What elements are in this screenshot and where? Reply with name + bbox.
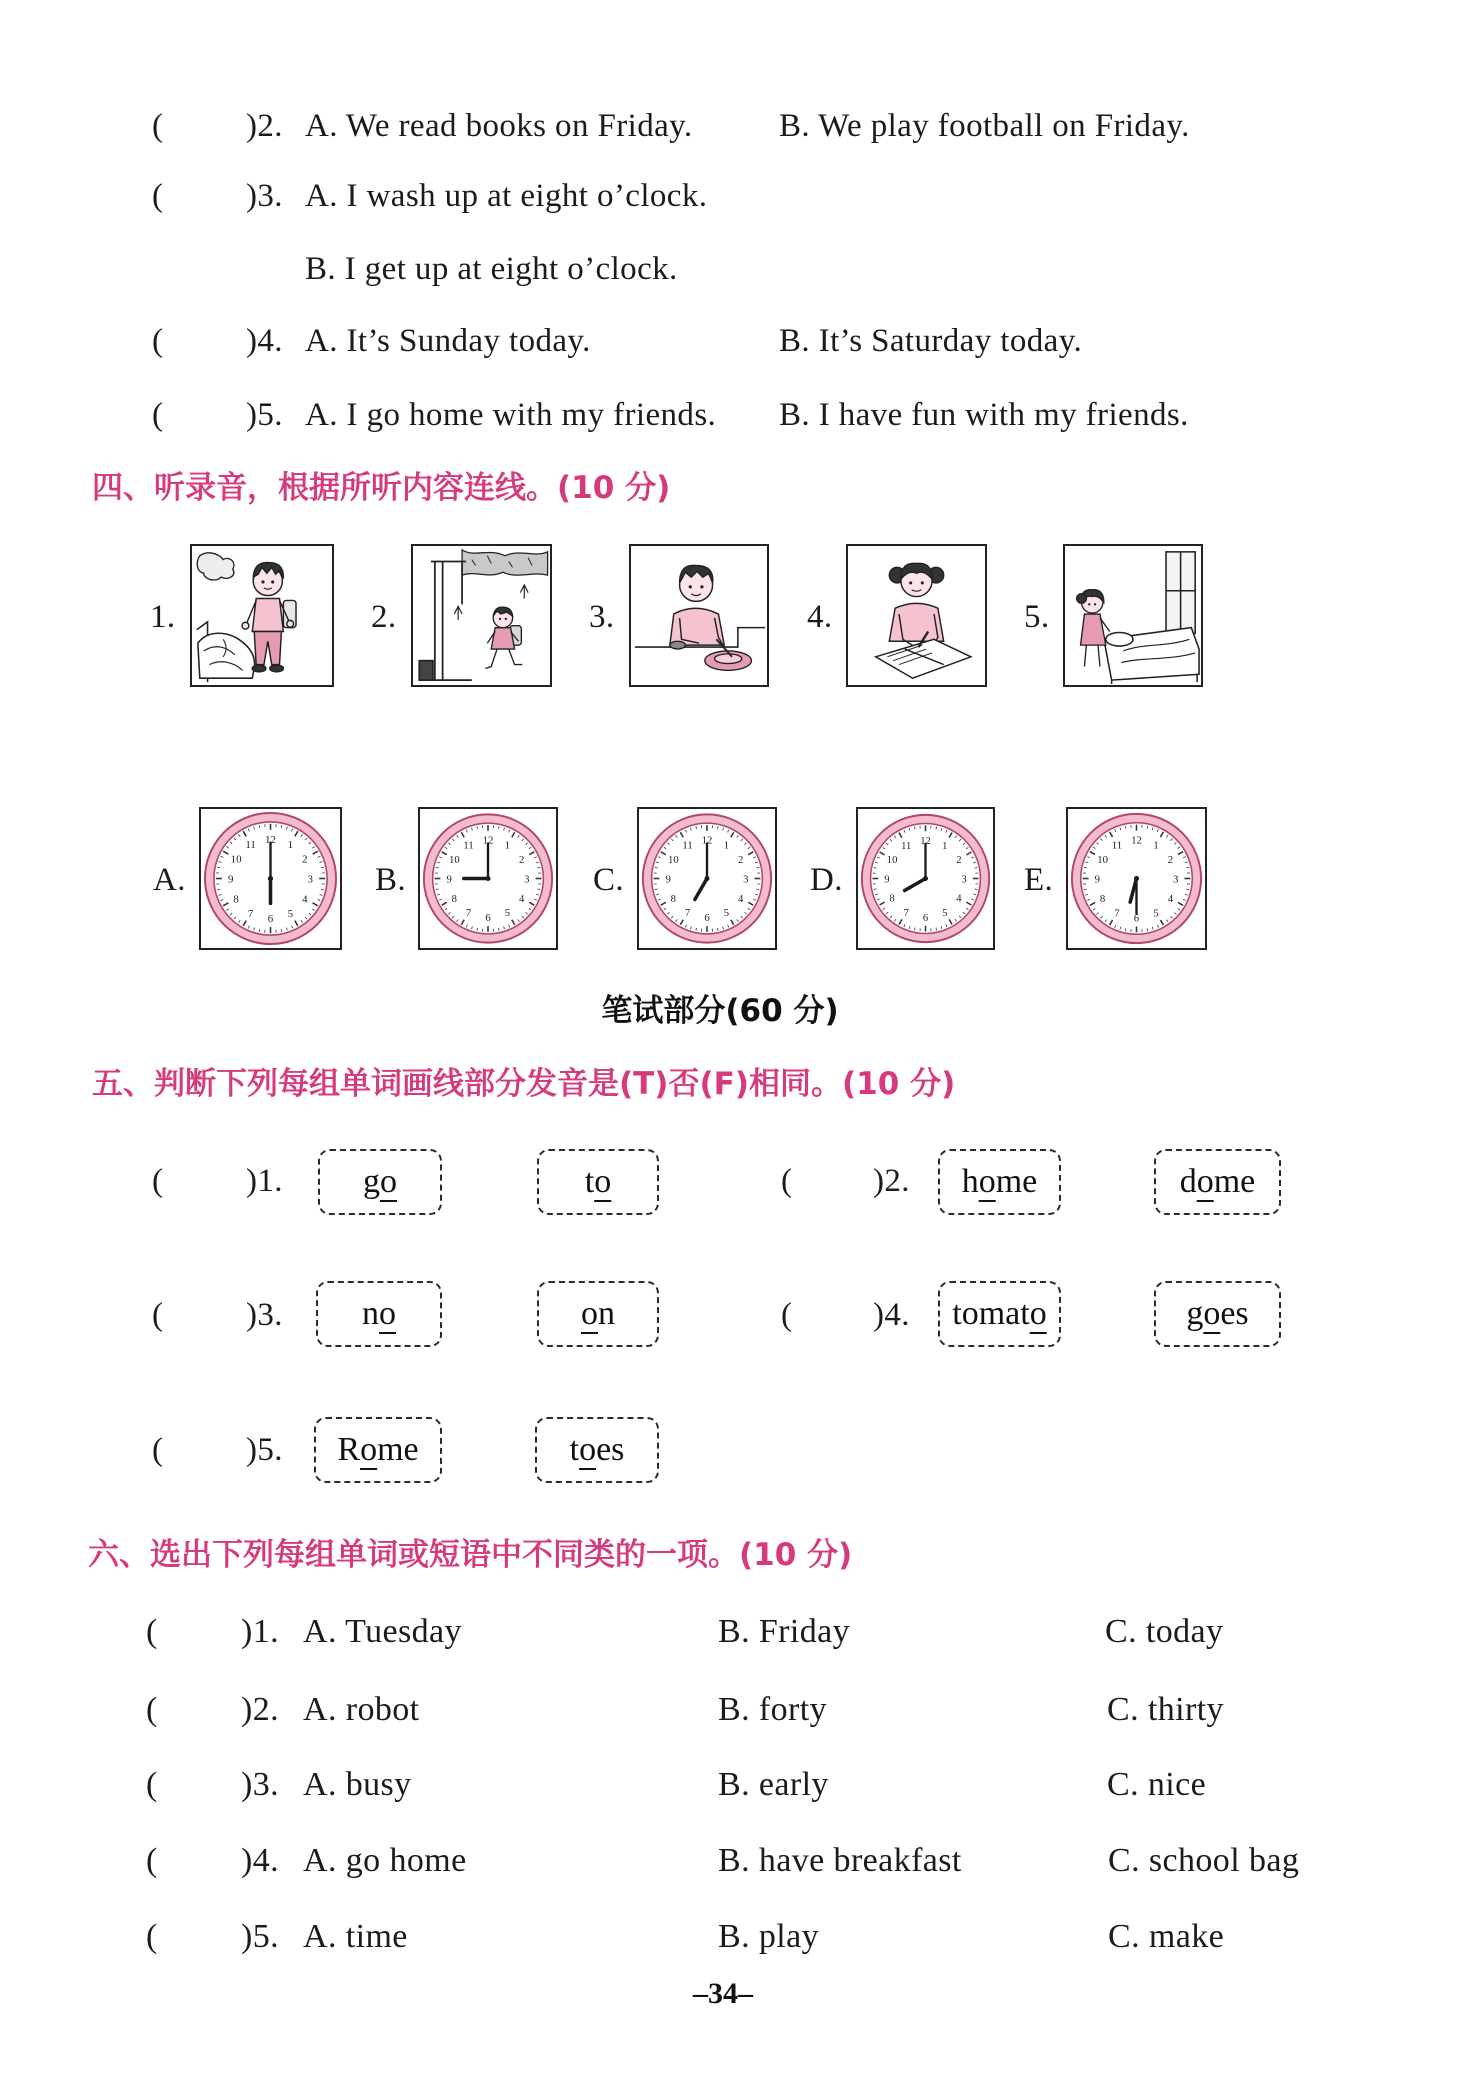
option-c: C. make — [1108, 1918, 1225, 1955]
word — [363, 1163, 397, 1201]
word-card — [316, 1281, 442, 1347]
option-b: B. have breakfast — [718, 1842, 962, 1879]
underlined-letters: o — [1029, 1295, 1047, 1332]
section-5-heading: 五、判断下列每组单词画线部分发音是(T)否(F)相同。(10 分) — [92, 1066, 956, 1102]
answer-blank-close: ) — [241, 1766, 253, 1803]
answer-blank-open: ( — [146, 1842, 158, 1879]
clock-number: 7 — [903, 907, 909, 919]
picture-label: 3. — [589, 599, 615, 635]
answer-blank-close: ) — [246, 1432, 258, 1468]
option-b: B. early — [718, 1766, 829, 1803]
option-a: A. time — [303, 1918, 408, 1955]
clock-a-icon — [201, 809, 340, 948]
clock-number: 3 — [743, 873, 749, 886]
clock-label: D. — [810, 862, 843, 898]
clock-number: 11 — [1111, 839, 1123, 852]
door-frame — [419, 562, 471, 681]
clock-label: B. — [375, 862, 407, 898]
underlined-letters: o — [380, 1163, 397, 1200]
option-c: C. today — [1105, 1613, 1224, 1650]
clock-number: 5 — [504, 907, 511, 920]
option-b: B. play — [718, 1918, 820, 1955]
answer-blank-open: ( — [152, 1297, 164, 1333]
question-number — [241, 1839, 279, 1883]
option-a: A. I go home with my friends. — [305, 397, 717, 433]
word-part: t — [584, 1163, 595, 1200]
answer-blank-close: ) — [246, 397, 258, 433]
girl-going-to-bed-illustration — [1065, 546, 1201, 685]
question-number-text: 1. — [257, 1163, 283, 1199]
clock-d-frame — [856, 807, 995, 950]
answer-blank-open: ( — [152, 178, 164, 214]
word-part: me — [377, 1431, 419, 1468]
word-part: d — [1179, 1163, 1197, 1200]
answer-blank-open: ( — [146, 1766, 158, 1803]
clock-number: 12 — [701, 834, 713, 847]
question-number-text: 1. — [252, 1613, 280, 1650]
clock-number: 2 — [1167, 853, 1174, 866]
clock-number: 6 — [485, 912, 491, 925]
clock-d-icon — [858, 809, 993, 948]
window — [1166, 552, 1195, 634]
clock-label: C. — [593, 862, 625, 898]
question-number-text: 4. — [257, 323, 283, 359]
word — [1180, 1163, 1256, 1201]
question-number — [241, 1915, 279, 1959]
answer-blank-close: ) — [241, 1691, 253, 1728]
clock-c-icon — [639, 809, 775, 948]
clock-number: 10 — [449, 853, 460, 866]
clock-number: 3 — [524, 873, 530, 886]
answer-blank-close: ) — [873, 1163, 885, 1199]
answer-blank-close: ) — [246, 108, 258, 144]
question-number — [873, 1159, 910, 1203]
picture-label: 4. — [807, 599, 833, 635]
word-card — [537, 1281, 659, 1347]
question-number — [246, 1293, 283, 1337]
clock-number: 8 — [451, 892, 458, 905]
clock-number: 11 — [901, 840, 912, 852]
question-number-text: 3. — [257, 178, 283, 214]
word-part: n — [362, 1295, 379, 1332]
clock-e-frame — [1066, 807, 1207, 950]
clock-c-frame — [637, 807, 777, 950]
question-number — [246, 1428, 283, 1472]
option-b: B. I have fun with my friends. — [779, 397, 1189, 433]
clock-number: 10 — [1097, 853, 1108, 866]
clock-number: 4 — [1167, 892, 1174, 905]
word-part: h — [961, 1163, 979, 1200]
word — [337, 1431, 418, 1469]
clock-number: 12 — [920, 835, 931, 847]
question-number-text: 4. — [884, 1297, 910, 1333]
picture-label: 2. — [371, 599, 397, 635]
section-4-heading: 四、听录音，根据所听内容连线。(10 分) — [92, 470, 671, 506]
question-number-text: 5. — [257, 1432, 283, 1468]
clock-number: 9 — [1094, 873, 1101, 886]
picture-3-frame — [629, 544, 769, 687]
clock-number: 11 — [682, 839, 693, 852]
word — [581, 1295, 615, 1333]
clock-number: 8 — [233, 893, 239, 906]
clock-number: 12 — [482, 834, 494, 847]
word-part: es — [596, 1431, 625, 1468]
clock-number: 11 — [245, 839, 256, 852]
clock-number: 5 — [287, 907, 294, 920]
answer-blank-open: ( — [146, 1691, 158, 1728]
word-part: R — [337, 1431, 361, 1468]
clock-e-icon — [1068, 809, 1205, 948]
word-card — [537, 1149, 659, 1215]
option-a: A. Tuesday — [303, 1613, 462, 1650]
question-number — [241, 1610, 279, 1654]
word — [952, 1295, 1046, 1333]
picture-1-frame — [190, 544, 334, 687]
question-number — [246, 1159, 283, 1203]
clock-a-frame — [199, 807, 342, 950]
underlined-letters: o — [1196, 1163, 1214, 1200]
underlined-letters: o — [581, 1295, 598, 1332]
clock-number: 10 — [886, 855, 898, 867]
option-b: B. forty — [718, 1691, 827, 1728]
clock-number: 6 — [1133, 912, 1140, 925]
clock-number: 2 — [518, 853, 525, 866]
question-number-text: 3. — [252, 1766, 280, 1803]
question-number-text: 5. — [257, 397, 283, 433]
clock-number: 7 — [684, 907, 691, 920]
child — [485, 607, 522, 668]
clock-number: 11 — [463, 839, 474, 852]
question-number — [241, 1688, 279, 1732]
clock-number: 6 — [704, 912, 710, 925]
clock-number: 2 — [302, 853, 308, 866]
clock-number: 3 — [307, 873, 313, 886]
clock-number: 1 — [504, 839, 511, 852]
clock-label: E. — [1024, 862, 1054, 898]
word — [570, 1431, 625, 1469]
word — [1186, 1295, 1248, 1333]
clock-number: 8 — [1099, 892, 1106, 905]
clock-number: 2 — [956, 855, 962, 867]
clock-number: 8 — [889, 893, 895, 905]
answer-blank-open: ( — [152, 1163, 164, 1199]
underlined-letters: o — [594, 1163, 612, 1200]
word-part: es — [1220, 1295, 1249, 1332]
question-number — [246, 174, 283, 218]
answer-blank-open: ( — [152, 397, 164, 433]
girl — [1077, 590, 1110, 667]
clock-b-frame — [418, 807, 558, 950]
word-part: me — [1213, 1163, 1256, 1200]
answer-blank-open: ( — [152, 323, 164, 359]
clock-number: 4 — [737, 892, 744, 905]
question-number — [873, 1293, 910, 1337]
option-b: B. We play football on Friday. — [779, 108, 1190, 144]
question-number — [246, 104, 283, 148]
word-card — [938, 1281, 1061, 1347]
word-part: tomat — [952, 1295, 1030, 1332]
written-part-title: 笔试部分(60 分) — [601, 993, 839, 1029]
clock-number: 3 — [1172, 873, 1179, 886]
answer-blank-open: ( — [781, 1163, 793, 1199]
question-number — [241, 1763, 279, 1807]
clock-number: 5 — [1153, 907, 1159, 920]
clock-center-pin — [1134, 876, 1139, 881]
word-part: me — [995, 1163, 1038, 1200]
clock-number: 12 — [1131, 834, 1142, 847]
underlined-letters: o — [978, 1163, 996, 1200]
answer-blank-close: ) — [241, 1613, 253, 1650]
option-a: A. robot — [303, 1691, 420, 1728]
bed — [1104, 628, 1199, 684]
clock-number: 10 — [668, 853, 679, 866]
clock-number: 8 — [670, 892, 677, 905]
question-number-text: 2. — [252, 1691, 280, 1728]
option-b: B. Friday — [718, 1613, 851, 1650]
answer-blank-close: ) — [246, 323, 258, 359]
clock-number: 1 — [287, 839, 294, 852]
option-a: A. I wash up at eight o’clock. — [305, 178, 708, 214]
option-b: B. I get up at eight o’clock. — [305, 251, 678, 287]
word-part: g — [1186, 1295, 1204, 1332]
answer-blank-close: ) — [246, 1163, 258, 1199]
answer-blank-open: ( — [152, 108, 164, 144]
option-c: C. school bag — [1108, 1842, 1300, 1879]
word-card — [1154, 1149, 1281, 1215]
boy-eating-breakfast-illustration — [631, 546, 767, 685]
clock-number: 1 — [723, 839, 730, 852]
word-card — [314, 1417, 442, 1483]
underlined-letters: o — [579, 1431, 597, 1468]
clock-number: 9 — [446, 873, 452, 886]
clock-number: 12 — [265, 833, 276, 846]
option-a: A. We read books on Friday. — [305, 108, 693, 144]
answer-blank-close: ) — [241, 1842, 253, 1879]
picture-label: 5. — [1024, 599, 1050, 635]
word-part: g — [363, 1163, 380, 1200]
clock-number: 9 — [228, 873, 234, 886]
word-card — [938, 1149, 1061, 1215]
option-a: A. It’s Sunday today. — [305, 323, 591, 359]
picture-5-frame — [1063, 544, 1203, 687]
clock-number: 6 — [267, 913, 274, 926]
tree-canopy — [462, 550, 548, 575]
bed — [197, 622, 255, 682]
girl — [889, 563, 943, 649]
underlined-letters: o — [360, 1431, 378, 1468]
clock-center-pin — [485, 876, 490, 881]
underlined-letters: o — [379, 1295, 396, 1332]
clock-number: 7 — [465, 907, 472, 920]
child-going-to-school-illustration — [413, 546, 550, 685]
question-number-text: 2. — [257, 108, 283, 144]
option-a: A. busy — [303, 1766, 412, 1803]
clock-number: 6 — [922, 912, 929, 924]
answer-blank-open: ( — [146, 1613, 158, 1650]
word-card — [318, 1149, 442, 1215]
picture-2-frame — [411, 544, 552, 687]
clock-number: 5 — [942, 907, 948, 919]
plant — [454, 585, 528, 620]
word — [962, 1163, 1038, 1201]
clock-number: 7 — [247, 907, 254, 920]
boy — [670, 565, 724, 647]
answer-blank-close: ) — [241, 1918, 253, 1955]
clock-number: 4 — [518, 892, 525, 905]
clock-center-pin — [923, 876, 928, 881]
word-part: t — [569, 1431, 580, 1468]
answer-blank-open: ( — [781, 1297, 793, 1333]
girl-doing-homework-illustration — [848, 546, 985, 685]
answer-blank-close: ) — [246, 178, 258, 214]
question-number-text: 5. — [252, 1918, 280, 1955]
question-number-text: 4. — [252, 1842, 280, 1879]
word — [362, 1295, 396, 1333]
option-a: A. go home — [303, 1842, 467, 1879]
option-c: C. nice — [1107, 1766, 1207, 1803]
clock-number: 4 — [956, 893, 962, 905]
question-number — [246, 393, 283, 437]
answer-blank-close: ) — [873, 1297, 885, 1333]
clock-number: 2 — [737, 853, 744, 866]
clock-number: 7 — [1114, 907, 1120, 920]
option-b: B. It’s Saturday today. — [779, 323, 1083, 359]
clock-number: 1 — [1153, 839, 1159, 852]
clock-label: A. — [153, 862, 186, 898]
clock-number: 9 — [665, 873, 671, 886]
clock-center-pin — [268, 876, 273, 881]
clock-number: 4 — [302, 893, 308, 906]
word — [585, 1163, 611, 1201]
question-number-text: 3. — [257, 1297, 283, 1333]
question-number — [246, 319, 283, 363]
word-card — [1154, 1281, 1281, 1347]
clock-number: 1 — [942, 840, 948, 852]
option-c: C. thirty — [1107, 1691, 1224, 1728]
clock-number: 5 — [723, 907, 730, 920]
boy-getting-up-illustration — [192, 546, 332, 685]
picture-4-frame — [846, 544, 987, 687]
clock-center-pin — [704, 876, 709, 881]
word-part: n — [598, 1295, 615, 1332]
underlined-letters: o — [1203, 1295, 1221, 1332]
clock-b-icon — [420, 809, 556, 948]
page-number: –34– — [693, 1977, 753, 2010]
word-card — [535, 1417, 659, 1483]
wall-picture — [197, 553, 234, 580]
answer-blank-open: ( — [152, 1432, 164, 1468]
clock-number: 10 — [230, 853, 242, 866]
clock-number: 3 — [961, 874, 967, 886]
question-number-text: 2. — [884, 1163, 910, 1199]
answer-blank-close: ) — [246, 1297, 258, 1333]
section-6-heading: 六、选出下列每组单词或短语中不同类的一项。(10 分) — [88, 1537, 853, 1573]
clock-number: 9 — [884, 874, 890, 886]
answer-blank-open: ( — [146, 1918, 158, 1955]
picture-label: 1. — [150, 599, 176, 635]
